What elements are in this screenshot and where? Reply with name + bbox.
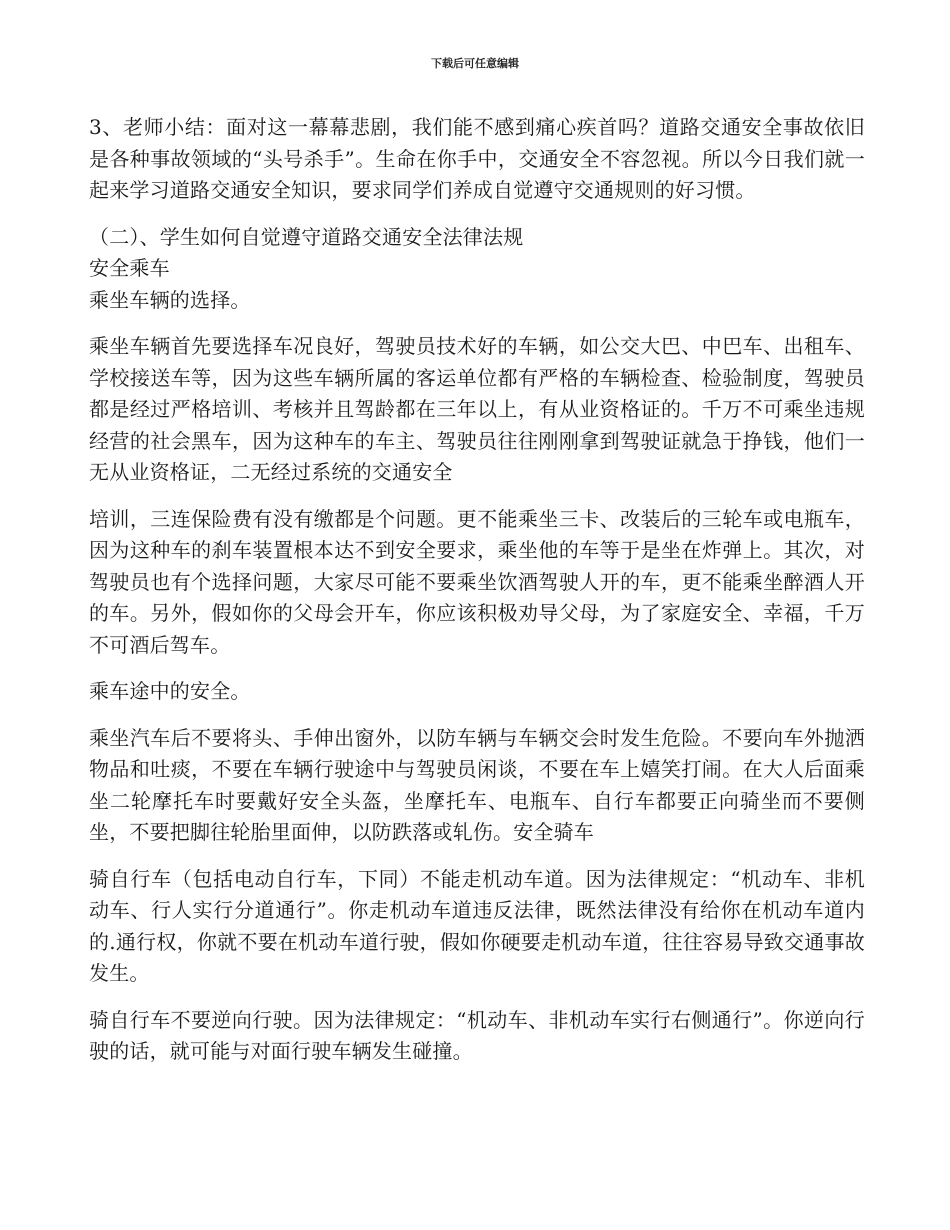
subheading-vehicle-choice: 乘坐车辆的选择。 (89, 287, 251, 312)
document-body (89, 112, 865, 1083)
section-heading: （二）、学生如何自觉遵守道路交通安全法律法规 (89, 224, 524, 249)
paragraph-vehicle-choice: 乘坐车辆首先要选择车况良好，驾驶员技术好的车辆，如公交大巴、中巴车、出租车、学校接送车等，因为这些车辆所属的客运单位都有严格的车辆检查、检验制度，驾驶员都是经过严格培训、考核并且驾龄都在三年以上，有从业资格证的。千万不可乘坐违规经营的社会黑车，因为这种车的车主、驾驶员往往刚刚拿到驾驶证就急于挣钱，他们一无从业资格证，二无经过系统的交通安全 (89, 334, 865, 484)
paragraph-training-insurance: 培训，三连保险费有没有缴都是个问题。更不能乘坐三卡、改装后的三轮车或电瓶车，因为这种车的刹车装置根本达不到安全要求，乘坐他的车等于是坐在炸弹上。其次，对驾驶员也有个选择问题，大家尽可能不要乘坐饮酒驾驶人开的车，更不能乘坐醉酒人开的车。另外，假如你的父母会开车，你应该积极劝导父母，为了家庭安全、幸福，千万不可酒后驾车。 (89, 506, 865, 657)
section-heading-group (89, 222, 865, 317)
paragraph-bike-lane: 骑自行车（包括电动自行车，下同）不能走机动车道。因为法律规定：“机动车、非机动车、行人实行分道通行”。你走机动车道违反法律，既然法律没有给你在机动车道内的.通行权，你就不要在机动车道行驶，假如你硬要走机动车道，往往容易导致交通事故发生。 (89, 866, 865, 985)
paragraph-wrong-way: 骑自行车不要逆向行驶。因为法律规定：“机动车、非机动车实行右侧通行”。你逆向行驶的话，就可能与对面行驶车辆发生碰撞。 (89, 1007, 865, 1063)
subheading-safe-riding: 安全乘车 (89, 256, 170, 280)
subheading-in-transit-safety: 乘车途中的安全。 (89, 679, 251, 703)
paragraph-in-transit-safety: 乘坐汽车后不要将头、手伸出窗外，以防车辆与车辆交会时发生危险。不要向车外抛洒物品和吐痰，不要在车辆行驶途中与驾驶员闲谈，不要在车上嬉笑打闹。在大人后面乘坐二轮摩托车时要戴好安全头盔，坐摩托车、电瓶车、自行车都要正向骑坐而不要侧坐，不要把脚往轮胎里面伸，以防跌落或轧伤。安全骑车 (89, 725, 865, 844)
paragraph-teacher-summary: 3、老师小结：面对这一幕幕悲剧，我们能不感到痛心疾首吗？道路交通安全事故依旧是各种事故领域的“头号杀手”。生命在你手中，交通安全不容忽视。所以今日我们就一起来学习道路交通安全知识，要求同学们养成自觉遵守交通规则的好习惯。 (89, 115, 865, 202)
page-header: 下载后可任意编辑 (431, 57, 519, 70)
